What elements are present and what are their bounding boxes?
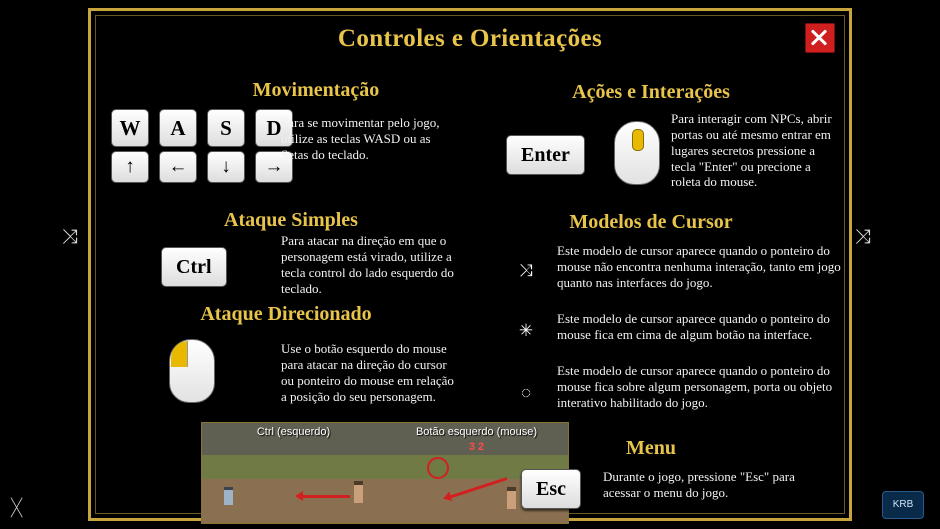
- menu-key-wrap: [521, 469, 581, 509]
- menu-description: Durante o jogo, pressione "Esc" para acessar o menu do jogo.: [603, 469, 795, 500]
- cursor-dotted-circle-icon: ◌: [520, 383, 532, 402]
- key-esc[interactable]: Esc: [521, 469, 581, 509]
- cursor-diagonal-arrows-icon: ⤨: [519, 261, 533, 280]
- directional-attack-description: Use o botão esquerdo do mouse para atacar na direção do cursor ou ponteiro do mouse em relação a posição do seu personagem.: [281, 341, 454, 404]
- movement-keys-arrows: [111, 151, 299, 183]
- simple-attack-heading: Ataque Simples: [224, 209, 358, 231]
- cursor-interactive-description: Este modelo de cursor aparece quando o ponteiro do mouse fica sobre algum personagem, porta ou objeto interativo habilitado do jogo.: [557, 363, 833, 410]
- actions-key-wrap: [506, 135, 585, 175]
- cursor-diagonal-arrows-icon-right: ⤨: [855, 226, 871, 248]
- mouse-wheel-highlight: [632, 129, 644, 151]
- mouse-left-button-icon: [169, 339, 215, 403]
- example-screenshots: [201, 422, 569, 524]
- screenshot-attack-arrow: [302, 495, 350, 498]
- page-title: Controles e Orientações: [337, 25, 603, 52]
- screenshot-ctrl-attack: [202, 423, 385, 523]
- key-d[interactable]: D: [255, 109, 293, 147]
- screenshot-hero: [507, 487, 516, 509]
- simple-attack-key-wrap: [161, 247, 227, 287]
- screenshot-grass: [202, 455, 385, 481]
- simple-attack-description: Para atacar na direção em que o personagem está virado, utilize a tecla control do lado esquerdo do teclado.: [281, 233, 454, 296]
- key-arrow-left[interactable]: ←: [159, 151, 197, 183]
- key-ctrl[interactable]: Ctrl: [161, 247, 227, 287]
- movement-keys-wasd: [111, 109, 299, 147]
- screenshot-caption: Ctrl (esquerdo): [256, 426, 331, 438]
- actions-heading: Ações e Interações: [572, 81, 730, 103]
- key-arrow-right[interactable]: →: [255, 151, 293, 183]
- key-s[interactable]: S: [207, 109, 245, 147]
- actions-description: Para interagir com NPCs, abrir portas ou até mesmo entrar em lugares secretos pressione a tecla "Enter" ou precione a roleta do mouse.: [671, 111, 832, 190]
- help-panel: [88, 8, 852, 521]
- movement-heading: Movimentação: [252, 79, 380, 101]
- key-w[interactable]: W: [111, 109, 149, 147]
- studio-logo: KRB: [882, 491, 924, 519]
- cursor-button-description: Este modelo de cursor aparece quando o ponteiro do mouse fica em cima de algum botão na interface.: [557, 311, 830, 342]
- cursor-none-description: Este modelo de cursor aparece quando o ponteiro do mouse não encontra nenhuma interação, tanto em jogo quanto nas interfaces do jogo.: [557, 243, 841, 290]
- screenshot-enemy: [224, 487, 233, 505]
- cursor-sparkle-icon: ✳: [518, 321, 534, 340]
- close-icon[interactable]: [805, 23, 835, 53]
- screenshot-hero: [354, 481, 363, 503]
- menu-heading: Menu: [626, 437, 676, 459]
- mouse-wheel-icon: [614, 121, 660, 185]
- screenshot-caption: Botão esquerdo (mouse): [415, 426, 538, 438]
- rune-glyph: ᚷ: [10, 496, 24, 521]
- movement-description: Para se movimentar pelo jogo, utilize as teclas WASD ou as Setas do teclado.: [281, 115, 440, 162]
- cursor-models-heading: Modelos de Cursor: [569, 211, 733, 233]
- cursor-diagonal-arrows-icon-left: ⤨: [62, 226, 78, 248]
- key-arrow-up[interactable]: ↑: [111, 151, 149, 183]
- key-arrow-down[interactable]: ↓: [207, 151, 245, 183]
- key-a[interactable]: A: [159, 109, 197, 147]
- screenshot-target-ring: [427, 457, 449, 479]
- directional-attack-heading: Ataque Direcionado: [200, 303, 372, 325]
- key-enter[interactable]: Enter: [506, 135, 585, 175]
- screenshot-damage-numbers: 3 2: [468, 441, 485, 453]
